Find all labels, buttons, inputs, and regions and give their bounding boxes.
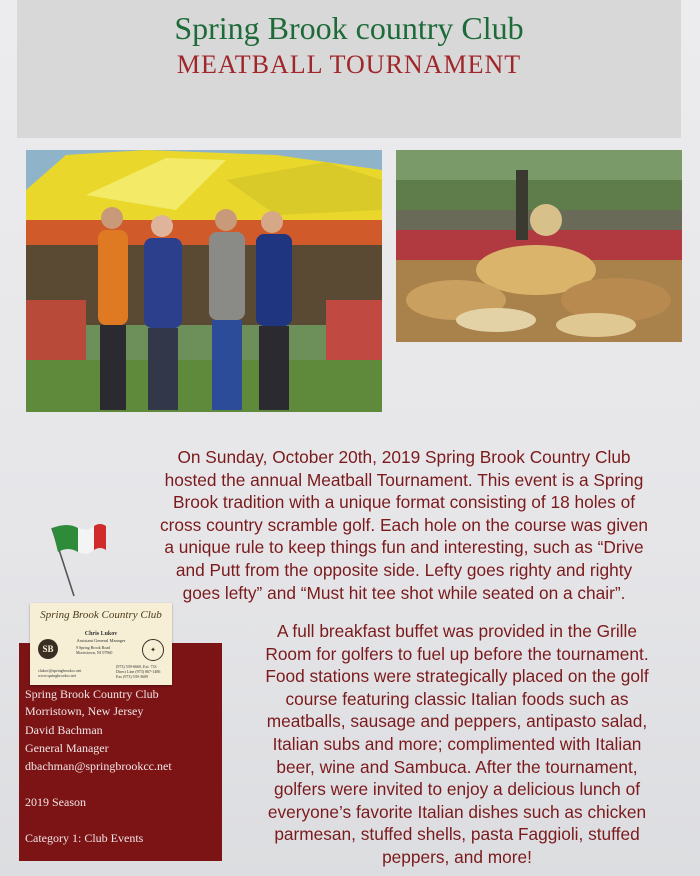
text-line: peppers, and more!	[382, 846, 532, 867]
card-phone	[116, 664, 160, 679]
paragraph-2	[232, 620, 682, 869]
text-line: On Sunday, October 20th, 2019 Spring Brook Country Club	[177, 447, 631, 467]
text-line: Room for golfers to fuel up before the tournament.	[265, 643, 649, 664]
italian-flag-icon	[48, 516, 108, 603]
text-line: meatballs, sausage and peppers, antipasto salad,	[266, 711, 648, 732]
text-line: cross country scramble golf. Each hole on the course was given	[160, 514, 648, 535]
text-line: parmesan, stuffed shells, pasta Faggioli, stuffed	[274, 824, 640, 845]
food-spread-photo	[396, 150, 682, 342]
page-subtitle: MEATBALL TOURNAMENT	[176, 50, 522, 79]
card-email	[38, 668, 81, 678]
info-contact-title: General Manager	[25, 741, 109, 755]
crest-icon: ✦	[142, 639, 164, 661]
info-category: Category 1: Club Events	[25, 831, 144, 845]
golfers-photo	[26, 150, 382, 412]
card-phone-line: Fax (973) 539-3609	[116, 674, 148, 679]
golfer-4	[256, 211, 292, 410]
business-card	[30, 603, 172, 685]
card-club-name: Spring Brook Country Club	[40, 609, 162, 621]
info-contact-name: David Bachman	[25, 723, 103, 737]
info-location: Morristown, New Jersey	[25, 704, 144, 718]
text-line: goes lefty” and “Must hit tee shot while seated on a chair”.	[182, 582, 626, 603]
text-line: beer, wine and Sambuca. After the tournament,	[276, 756, 638, 777]
card-phone-line: Direct Line (973) 867-1486	[116, 669, 161, 674]
golfer-3	[209, 209, 245, 410]
card-phone-line: (973) 539-6660, Ext. 733	[116, 664, 157, 669]
card-web-line: www.springbrookcc.net	[38, 673, 77, 678]
paragraph-1	[126, 446, 682, 604]
card-address	[76, 645, 112, 655]
card-role: Assistant General Manager	[76, 638, 126, 643]
golfer-2	[144, 215, 182, 410]
card-name: Chris Lukov	[84, 631, 118, 637]
text-line: a unique rule to keep things fun and interesting, such as “Drive	[164, 537, 644, 558]
club-logo-icon: SB	[38, 639, 58, 659]
title-band	[17, 0, 681, 138]
text-line: everyone’s favorite Italian dishes such as chicken	[267, 801, 647, 822]
text-line: Brook tradition with a unique format consisting of 18 holes of	[172, 492, 636, 513]
card-email-line: clukov@springbrookcc.net	[38, 668, 82, 673]
golfer-1	[98, 207, 128, 410]
text-line: A full breakfast buffet was provided in the Grille	[277, 621, 637, 641]
text-line: and Putt from the opposite side. Lefty goes righty and righty	[175, 559, 633, 580]
info-email: dbachman@springbrookcc.net	[25, 759, 172, 773]
info-season: 2019 Season	[25, 795, 86, 809]
text-line: hosted the annual Meatball Tournament. This event is a Spring	[164, 469, 644, 490]
page-title: Spring Brook country Club	[174, 10, 524, 46]
card-address-line: 9 Spring Brook Road	[76, 645, 111, 650]
text-line: course featuring classic Italian foods such as	[285, 688, 629, 709]
text-line: Food stations were strategically placed on the golf	[265, 666, 649, 687]
card-address-line: Morristown, NJ 07960	[76, 650, 113, 655]
text-line: golfers were invited to enjoy a delicious lunch of	[274, 779, 640, 800]
text-line: Italian subs and more; complimented with Italian	[272, 733, 642, 754]
info-club: Spring Brook Country Club	[25, 687, 159, 701]
